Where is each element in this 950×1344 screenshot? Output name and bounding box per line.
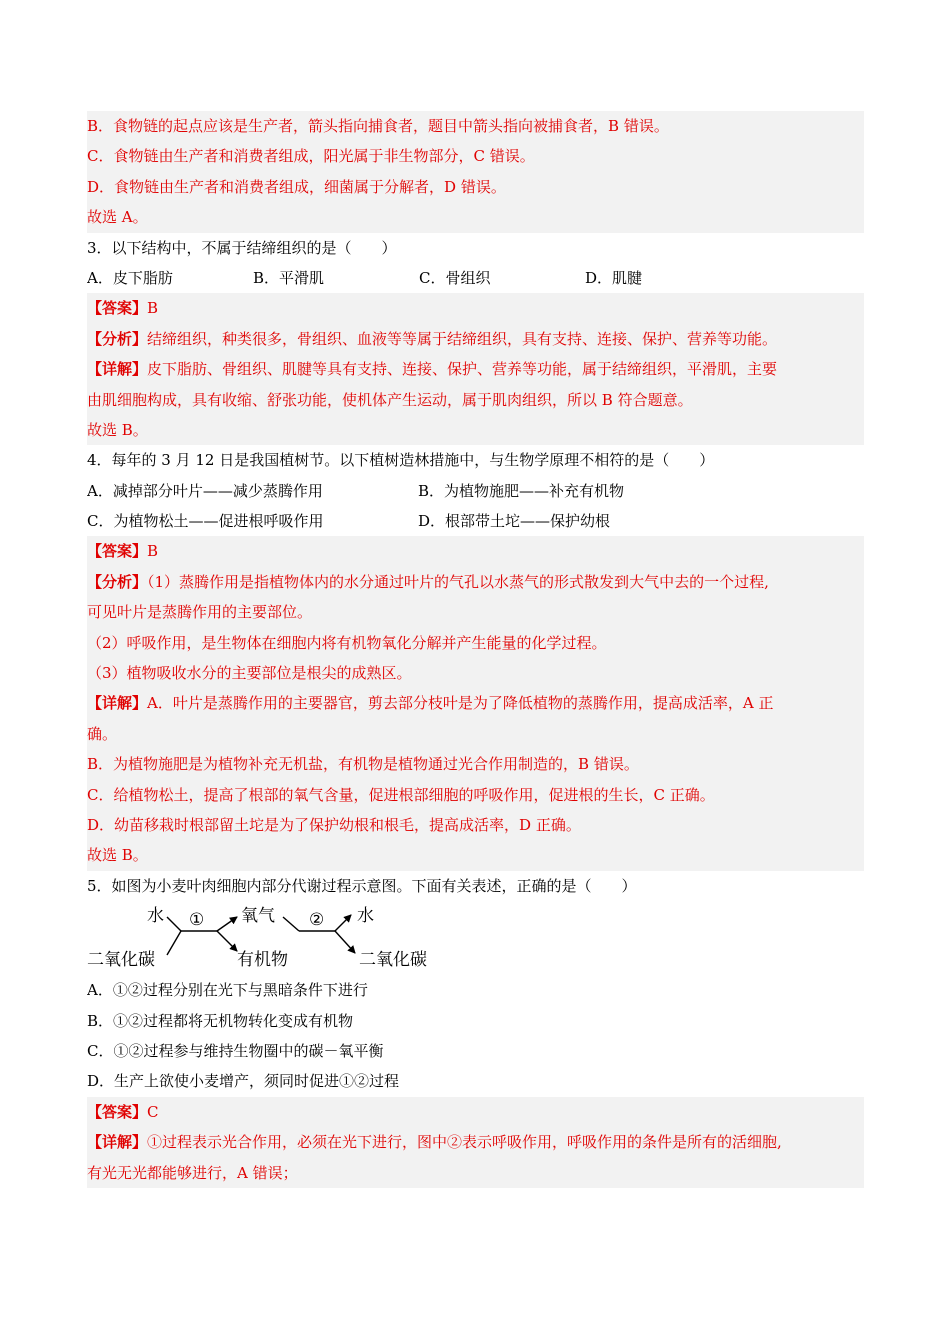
q4-stem: 4．每年的 3 月 12 日是我国植树节。以下植树造林措施中，与生物学原理不相符的是（ ）	[87, 451, 715, 470]
q4-detail	[87, 688, 864, 718]
diagram-process-2: ②	[309, 910, 325, 931]
q3-detail-text: 皮下脂肪、骨组织、肌腱等具有支持、连接、保护、营养等功能，属于结缔组织，平滑肌，主要	[147, 360, 778, 379]
diagram-co2-input: 二氧化碳	[87, 950, 155, 971]
answer-tag: 【答案】	[87, 1102, 148, 1121]
diagram-co2-output: 二氧化碳	[359, 950, 427, 971]
answer-tag: 【答案】	[87, 299, 148, 318]
q4-detail-text: A．叶片是蒸腾作用的主要器官，剪去部分枝叶是为了降低植物的蒸腾作用，提高成活率，A 正	[147, 694, 774, 713]
q4-option-b: B．为植物施肥——补充有机物	[418, 481, 625, 500]
q4-options-row-1	[87, 476, 864, 506]
diagram-oxygen: 氧气	[241, 906, 275, 927]
detail-tag: 【详解】	[87, 1133, 148, 1152]
q5-option-b: B．①②过程都将无机物转化变成有机物	[87, 1011, 354, 1030]
water-output-arrow	[335, 915, 351, 931]
q2-explanation-block	[87, 111, 864, 233]
detail-tag: 【详解】	[87, 360, 148, 379]
q3-conclusion: 故选 B。	[87, 420, 148, 439]
q5-solution-block	[87, 1097, 864, 1188]
q4-option-c: C．为植物松土——促进根呼吸作用	[87, 512, 324, 531]
q4-answer	[87, 536, 864, 566]
q2-detail-line: B．食物链的起点应该是生产者，箭头指向捕食者，题目中箭头指向被捕食者，B 错误。	[87, 117, 669, 135]
q5-option-d: D．生产上欲使小麦增产，须同时促进①②过程	[87, 1072, 400, 1091]
answer-tag: 【答案】	[87, 542, 148, 561]
metabolism-diagram	[87, 901, 864, 975]
diagram-water-input: 水	[147, 906, 164, 927]
q5-stem: 5．如图为小麦叶肉细胞内部分代谢过程示意图。下面有关表述，正确的是（ ）	[87, 876, 637, 895]
q3-answer	[87, 293, 864, 323]
q4-options-row-2	[87, 506, 864, 536]
q3-option-b: B．平滑肌	[253, 268, 325, 287]
q2-detail-line: C．食物链由生产者和消费者组成，阳光属于非生物部分，C 错误。	[87, 147, 535, 166]
organic-input-line	[283, 917, 299, 931]
diagram-process-1: ①	[189, 910, 205, 931]
co2-output-arrow	[335, 931, 355, 953]
q4-detail-b: B．为植物施肥是为植物补充无机盐，有机物是植物通过光合作用制造的，B 错误。	[87, 755, 639, 774]
q5-detail-cont: 有光无光都能够进行，A 错误；	[87, 1163, 298, 1182]
water-input-line	[167, 917, 181, 931]
q4-analysis-point-3: （3）植物吸收水分的主要部位是根尖的成熟区。	[87, 664, 412, 683]
q3-stem: 3．以下结构中，不属于结缔组织的是（ ）	[87, 238, 397, 257]
q4-detail-d: D．幼苗移栽时根部留土坨是为了保护幼根和根毛，提高成活率，D 正确。	[87, 815, 581, 834]
q3-solution-block	[87, 293, 864, 445]
q4-conclusion: 故选 B。	[87, 846, 148, 865]
q3-detail	[87, 354, 864, 384]
q3-option-c: C．骨组织	[419, 268, 491, 287]
page-content	[87, 111, 864, 1188]
q4-solution-block	[87, 536, 864, 870]
q4-detail-cont: 确。	[87, 724, 118, 743]
q5-detail	[87, 1127, 864, 1157]
oxygen-arrow	[217, 917, 237, 931]
q4-option-d: D．根部带土坨——保护幼根	[418, 512, 611, 531]
q3-answer-value: B	[147, 299, 159, 318]
q3-analysis-text: 结缔组织，种类很多，骨组织、血液等等属于结缔组织，具有支持、连接、保护、营养等功能。	[147, 329, 778, 348]
q5-answer-value: C	[147, 1102, 159, 1121]
q3-option-d: D．肌腱	[585, 268, 643, 287]
q4-analysis-point-2: （2）呼吸作用，是生物体在细胞内将有机物氧化分解并产生能量的化学过程。	[87, 633, 607, 652]
diagram-organic: 有机物	[237, 950, 288, 971]
q3-options	[87, 263, 864, 293]
q4-detail-c: C．给植物松土，提高了根部的氧气含量，促进根部细胞的呼吸作用，促进根的生长，C 正确。	[87, 785, 715, 804]
co2-input-line	[167, 931, 181, 955]
q3-detail-cont: 由肌细胞构成，具有收缩、舒张功能，使机体产生运动，属于肌肉组织，所以 B 符合题意。	[87, 390, 693, 409]
q5-option-a: A．①②过程分别在光下与黑暗条件下进行	[87, 981, 368, 1000]
analysis-tag: 【分析】	[87, 329, 148, 348]
q4-option-a: A．减掉部分叶片——减少蒸腾作用	[87, 481, 323, 500]
q4-analysis-cont: 可见叶片是蒸腾作用的主要部位。	[87, 603, 313, 622]
q5-detail-text: ①过程表示光合作用，必须在光下进行，图中②表示呼吸作用，呼吸作用的条件是所有的活细胞,	[147, 1133, 782, 1152]
q4-answer-value: B	[147, 542, 159, 561]
q5-option-c: C．①②过程参与维持生物圈中的碳－氧平衡	[87, 1041, 384, 1060]
analysis-tag: 【分析】	[87, 572, 148, 591]
organic-arrow-1	[217, 931, 237, 951]
detail-tag: 【详解】	[87, 694, 148, 713]
q2-detail-line: D．食物链由生产者和消费者组成，细菌属于分解者，D 错误。	[87, 177, 506, 196]
q2-conclusion: 故选 A。	[87, 208, 148, 227]
q4-analysis-text: （1）蒸腾作用是指植物体内的水分通过叶片的气孔以水蒸气的形式散发到大气中去的一个过程,	[147, 572, 769, 591]
diagram-water-output: 水	[357, 906, 374, 927]
q5-answer	[87, 1097, 864, 1127]
q3-option-a: A．皮下脂肪	[87, 268, 173, 287]
q3-analysis	[87, 324, 864, 354]
q4-analysis	[87, 567, 864, 597]
